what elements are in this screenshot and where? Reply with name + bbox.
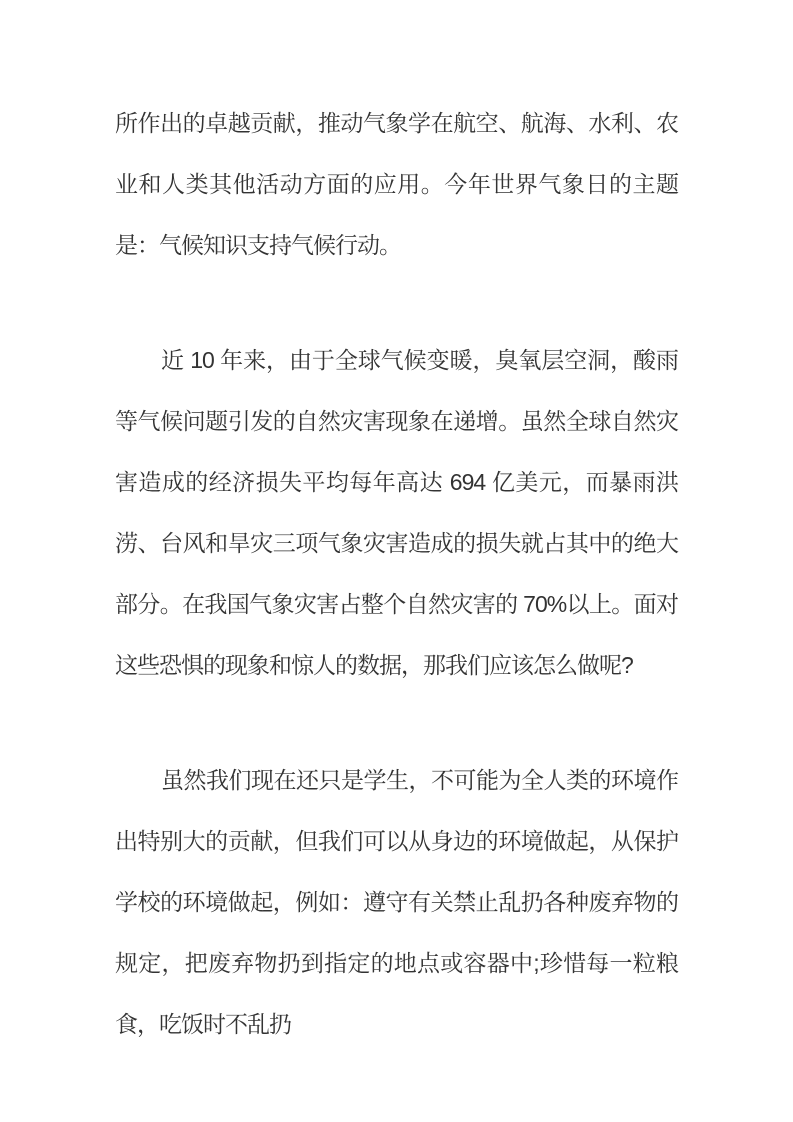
paragraph-student-actions: 虽然我们现在还只是学生，不可能为全人类的环境作出特别大的贡献，但我们可以从身边的环境做起，从保护学校的环境做起，例如：遵守有关禁止乱扔各种废弃物的规定，把废弃物扔到指定的地点或容器中;珍惜每一粒粮食，吃饭时不乱扔 — [115, 767, 678, 1037]
paragraph-continuation: 所作出的卓越贡献，推动气象学在航空、航海、水利、农业和人类其他活动方面的应用。今年世界气象日的主题是：气候知识支持气候行动。 — [115, 110, 678, 258]
paragraph-climate-disasters: 近 10 年来，由于全球气候变暖，臭氧层空洞，酸雨等气候问题引发的自然灾害现象在递增。虽然全球自然灾害造成的经济损失平均每年高达 694 亿美元，而暴雨洪涝、台风和旱灾三项气象灾害造成的损失就占其中的绝大部分。在我国气象灾害占整个自然灾害的 70%以上。面对这些恐惧的现象和惊人的数据，那我们应该怎么做呢? — [115, 347, 678, 678]
